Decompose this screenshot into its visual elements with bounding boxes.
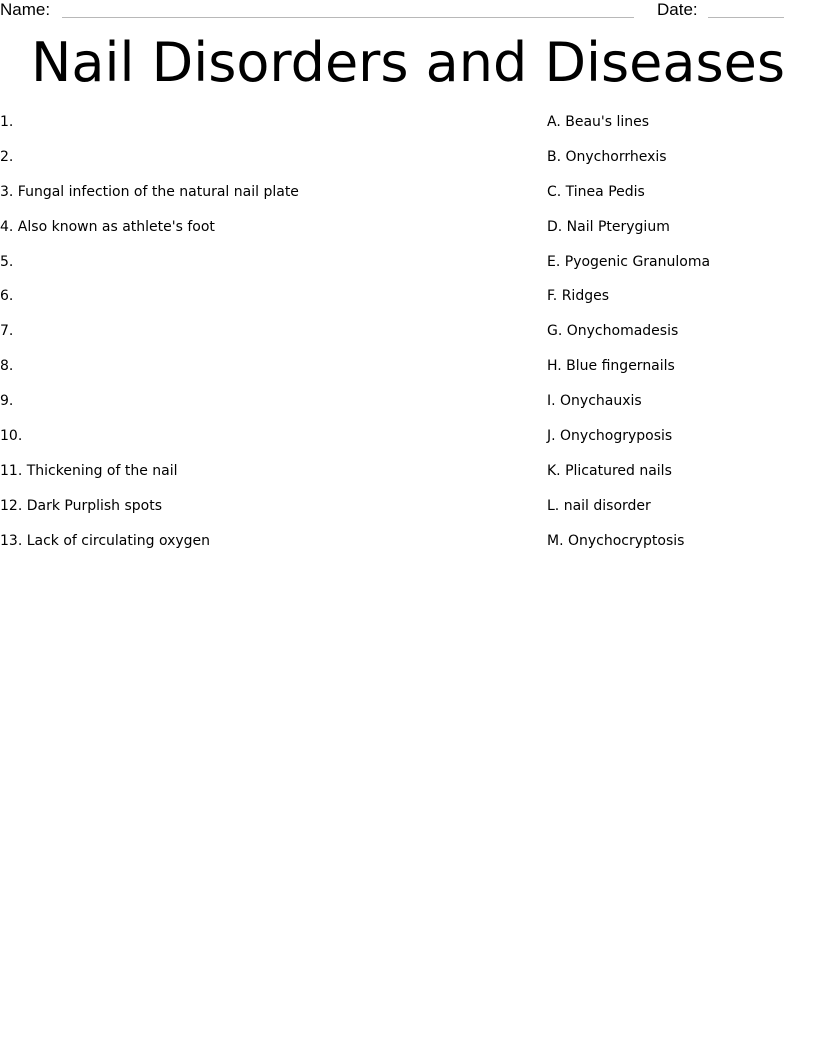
answer-item: F. Ridges xyxy=(547,288,610,305)
answer-item: G. Onychomadesis xyxy=(547,323,679,340)
answer-item: E. Pyogenic Granuloma xyxy=(547,253,711,270)
clue-item: 5. xyxy=(0,253,14,270)
worksheet-header xyxy=(0,0,816,24)
name-label: Name: xyxy=(0,0,51,19)
answer-item: C. Tinea Pedis xyxy=(547,183,645,200)
answer-item: J. Onychogryposis xyxy=(547,428,673,445)
answer-item: D. Nail Pterygium xyxy=(547,218,670,235)
answer-item: M. Onychocryptosis xyxy=(547,532,685,549)
clue-item: 2. xyxy=(0,148,14,165)
clue-item: 12. Dark Purplish spots xyxy=(0,497,163,514)
clue-item: 3. Fungal infection of the natural nail plate xyxy=(0,183,299,200)
clue-item: 13. Lack of circulating oxygen xyxy=(0,532,211,549)
clue-item: 10. xyxy=(0,428,23,445)
clue-item: 4. Also known as athlete's foot xyxy=(0,218,215,235)
answer-item: H. Blue fingernails xyxy=(547,358,675,375)
clue-item: 11. Thickening of the nail xyxy=(0,462,178,479)
worksheet-title: Nail Disorders and Diseases xyxy=(31,31,785,94)
clue-item: 6. xyxy=(0,288,14,305)
clue-item: 8. xyxy=(0,358,14,375)
answer-item: I. Onychauxis xyxy=(547,393,642,410)
clue-item: 1. xyxy=(0,114,14,130)
clue-item: 9. xyxy=(0,393,14,410)
answer-item: B. Onychorrhexis xyxy=(547,148,667,165)
name-blank-line xyxy=(62,17,634,18)
answer-item: A. Beau's lines xyxy=(547,114,650,130)
answer-item: L. nail disorder xyxy=(547,497,651,514)
answer-item: K. Plicatured nails xyxy=(547,462,672,479)
clue-list xyxy=(0,112,520,566)
date-label: Date: xyxy=(657,0,698,19)
date-blank-line xyxy=(708,17,784,18)
answer-list xyxy=(547,112,807,566)
clue-item: 7. xyxy=(0,323,14,340)
